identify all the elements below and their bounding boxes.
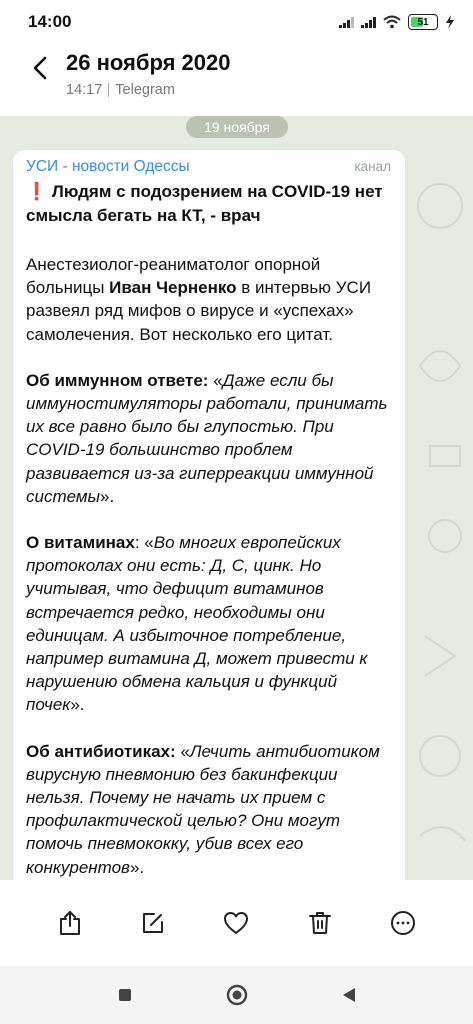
status-bar	[0, 0, 473, 44]
share-icon	[58, 910, 82, 936]
paragraph-intro	[26, 253, 391, 346]
section-label: Об антибиотиках:	[26, 741, 176, 761]
header	[0, 44, 473, 116]
more-icon	[390, 910, 416, 936]
delete-button[interactable]	[298, 901, 342, 945]
favorite-icon	[223, 911, 249, 935]
chat-area[interactable]	[0, 116, 473, 880]
paragraph-text: в интервью УСИ развеял ряд мифов о вирусе и «успехах» самолечения. Вот несколько его цитат.	[26, 278, 372, 344]
paragraph-text: ».	[70, 695, 85, 715]
paragraph-text: «	[208, 370, 223, 390]
doctor-name: Иван Черненко	[109, 278, 237, 298]
header-source: Telegram	[115, 82, 175, 98]
page-title: 26 ноября 2020	[66, 50, 231, 75]
signal-icon	[361, 16, 376, 28]
exclamation-icon: ❗	[26, 182, 48, 201]
share-button[interactable]	[48, 901, 92, 945]
quote-text: Во многих европейских протоколах они есть: Д, С, цинк. Но учитывая, что дефицит витаминов встречается редко, необходимы они единицам. А избыточное потребление, например витамина Д, может привести к нарушению обмена кальция и функций почек	[26, 533, 368, 715]
system-back-button[interactable]	[331, 977, 367, 1013]
quote-text: Даже если бы иммуностимуляторы работали, принимать их все равно было бы глупостью. При COVID-19 большинство проблем развивается из-за гиперреакции иммунной системы	[26, 370, 388, 506]
paragraph-text: ».	[100, 486, 115, 506]
home-icon	[226, 984, 248, 1006]
back-arrow-icon	[32, 56, 48, 80]
paragraph-antibiotics	[26, 740, 391, 879]
edit-icon	[141, 911, 165, 935]
edit-button[interactable]	[131, 901, 175, 945]
battery-level: 51	[417, 16, 429, 28]
divider	[108, 83, 109, 97]
message-bubble[interactable]	[13, 150, 405, 880]
bottom-toolbar	[0, 880, 473, 966]
paragraph-text: : «	[134, 533, 154, 553]
paragraph-text: Анестезиолог-реаниматолог опорной больницы	[26, 255, 321, 298]
message-title	[26, 180, 391, 228]
channel-name[interactable]: УСИ - новости Одессы	[26, 158, 190, 175]
paragraph-text: ».	[129, 857, 145, 877]
channel-tag: канал	[354, 159, 391, 174]
recents-button[interactable]	[107, 977, 143, 1013]
delete-icon	[309, 911, 331, 935]
paragraph-immune	[26, 369, 391, 508]
recents-icon	[117, 987, 133, 1003]
message-body	[26, 253, 391, 879]
status-icons	[339, 14, 455, 30]
section-label: О витаминах	[26, 533, 135, 553]
charging-bolt-icon	[445, 15, 455, 29]
battery-icon	[408, 14, 438, 30]
favorite-button[interactable]	[214, 901, 258, 945]
header-time: 14:17	[66, 82, 103, 98]
header-subtitle	[66, 82, 175, 98]
more-button[interactable]	[381, 901, 425, 945]
paragraph-vitamins	[26, 531, 391, 717]
signal-icon	[339, 16, 354, 28]
paragraph-text: «	[175, 741, 190, 761]
system-nav-bar	[0, 966, 473, 1024]
back-button[interactable]	[22, 50, 58, 86]
wifi-icon	[383, 15, 401, 29]
home-button[interactable]	[219, 977, 255, 1013]
quote-text: Лечить антибиотиком вирусную пневмонию без бакинфекции нельзя. Почему не начать их прием с профилактической целью? Они могут помочь пневмококку, убив всех его конкурентов	[26, 741, 380, 877]
date-pill: 19 ноября	[186, 116, 288, 138]
message-header	[26, 158, 391, 176]
status-time: 14:00	[28, 12, 72, 31]
message-title-text: Людям с подозрением на COVID-19 нет смысла бегать на КТ, - врач	[26, 182, 383, 225]
back-icon	[341, 986, 357, 1004]
section-label: Об иммунном ответе:	[26, 370, 209, 390]
